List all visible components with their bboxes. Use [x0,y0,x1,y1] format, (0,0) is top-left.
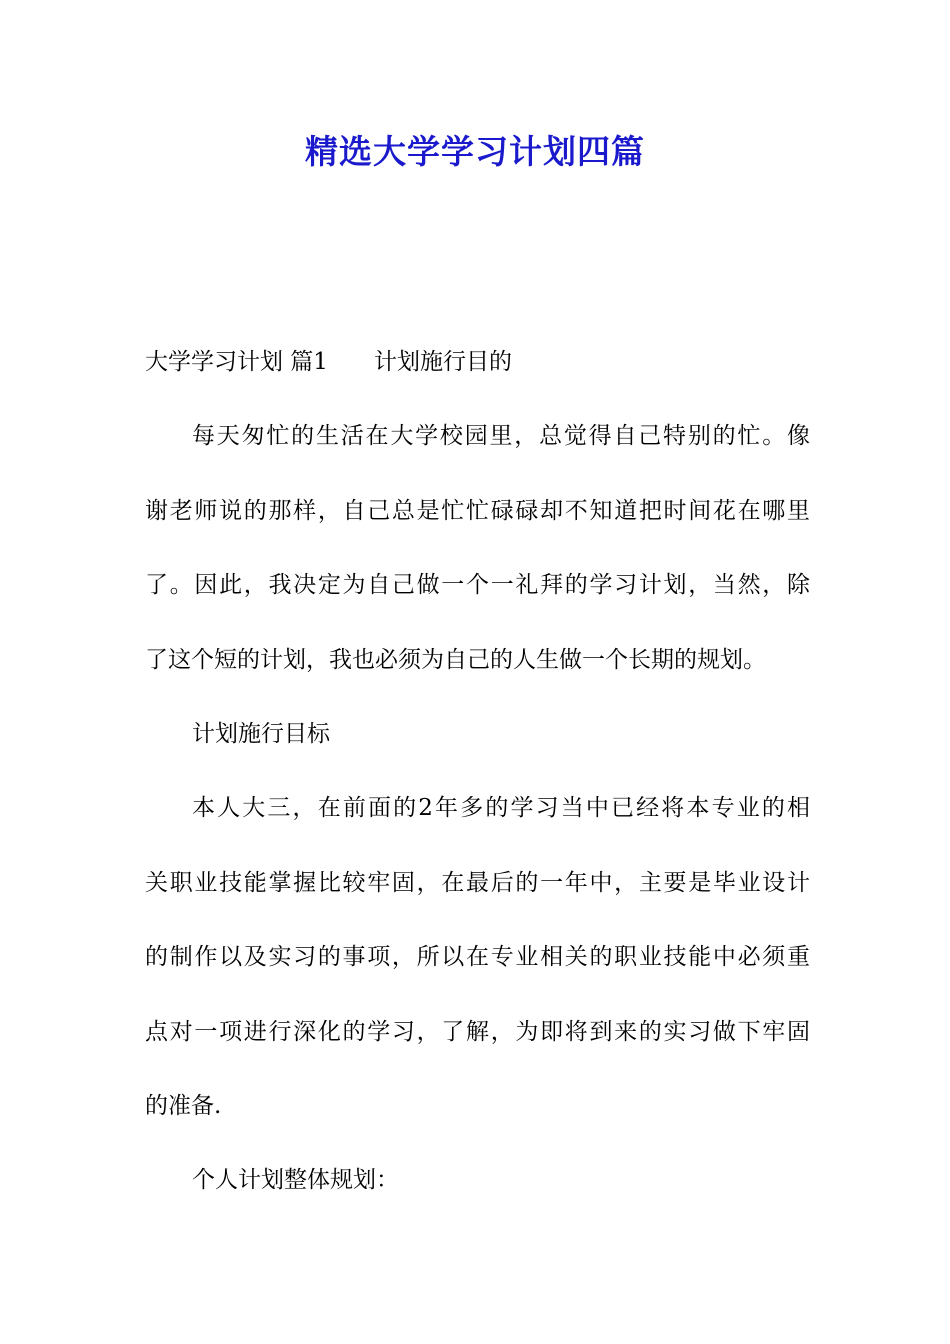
paragraph-line: 的准备. [145,1092,222,1119]
paragraph-line: 点对一项进行深化的学习，了解，为即将到来的实习做下牢固 [145,1018,810,1045]
document-body [145,343,810,1236]
paragraph-line: 每天匆忙的生活在大学校园里，总觉得自己特别的忙。像 [192,423,810,450]
paragraph-line: 谢老师说的那样，自己总是忙忙碌碌却不知道把时间花在哪里 [145,497,810,524]
section-heading [145,343,810,417]
paragraph-line: 关职业技能掌握比较牢固，在最后的一年中，主要是毕业设计 [145,869,810,896]
paragraph-line: 的制作以及实习的事项，所以在专业相关的职业技能中必须重 [145,944,810,971]
section-heading-subtitle: 计划施行目的 [373,349,512,375]
subheading-overall-plan: 个人计划整体规划： [192,1167,399,1194]
section-heading-label: 大学学习计划 篇1 [145,349,328,375]
document-title: 精选大学学习计划四篇 [305,132,645,171]
paragraph-line: 了。因此，我决定为自己做一个一礼拜的学习计划，当然，除 [145,572,810,599]
paragraph-line: 本人大三，在前面的2年多的学习当中已经将本专业的相 [192,795,810,822]
subheading-goals: 计划施行目标 [192,720,330,747]
paragraph-line: 了这个短的计划，我也必须为自己的人生做一个长期的规划。 [145,646,766,673]
